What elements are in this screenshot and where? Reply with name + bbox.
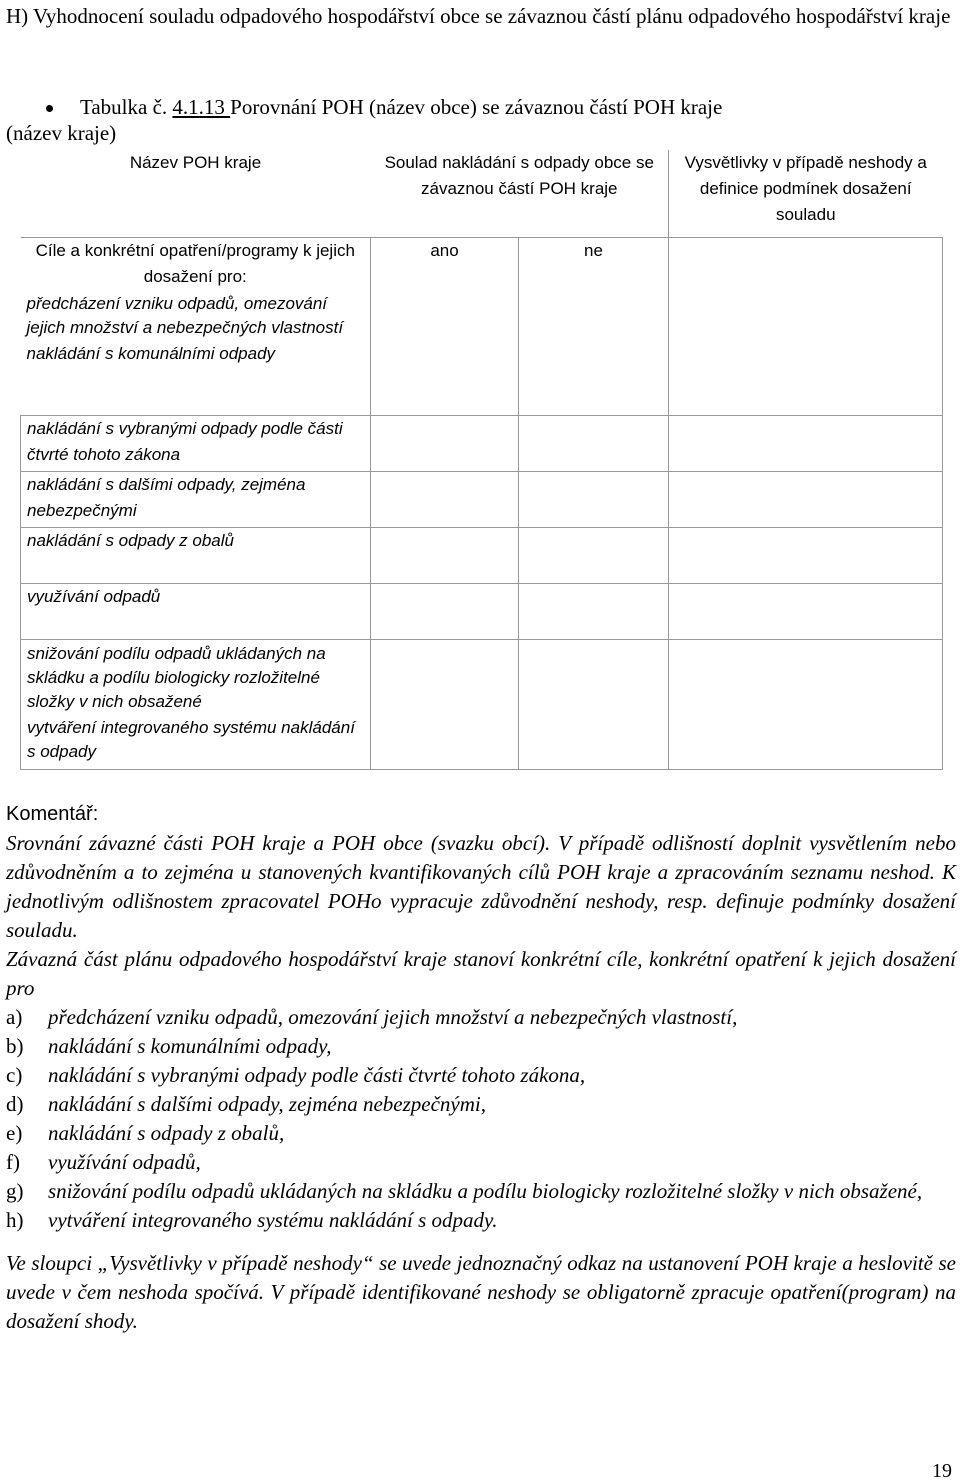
goals-cell <box>21 237 371 415</box>
table-caption <box>6 94 956 146</box>
list-item <box>6 1206 956 1235</box>
list-item-text: nakládání s dalšími odpady, zejména nebezpečnými, <box>48 1092 487 1116</box>
comment-closing: Ve sloupci „Vysvětlivky v případě neshody“ se uvede jednoznačný odkaz na ustanovení POH kraje a heslovitě se uvede v čem neshoda spočívá. V případě identifikované neshody se obligatorně zpracuje opatření(program) na dosažení shody. <box>6 1251 956 1333</box>
bullet-icon <box>46 105 53 112</box>
list-item <box>6 1148 956 1177</box>
ano-label: ano <box>430 240 459 260</box>
comment-section <box>6 800 956 1336</box>
header-vysvetlivky: Vysvětlivky v případě neshody a definice podmínek dosažení souladu <box>669 150 943 237</box>
list-item-label: g) <box>6 1179 24 1203</box>
ne-cell <box>519 583 669 639</box>
list-item-text: nakládání s vybranými odpady podle části čtvrté tohoto zákona, <box>48 1063 586 1087</box>
caption-rest: Porovnání POH (název obce) se závaznou částí POH kraje <box>230 95 723 119</box>
ne-cell <box>519 415 669 471</box>
list-item <box>6 1003 956 1032</box>
header-poh-kraje: Název POH kraje <box>129 153 262 172</box>
list-item-text: předcházení vzniku odpadů, omezování jejich množství a nebezpečných vlastností, <box>48 1005 738 1029</box>
table-row-label: předcházení vzniku odpadů, omezování jejich množství a nebezpečných vlastností <box>26 293 344 337</box>
explanation-cell <box>669 527 943 583</box>
header-soulad: Soulad nakládání s odpady obce se závaznou částí POH kraje <box>371 150 669 237</box>
list-item-label: c) <box>6 1063 23 1087</box>
list-item <box>6 1090 956 1119</box>
ano-cell <box>371 237 519 415</box>
list-item <box>6 1119 956 1148</box>
table-row <box>21 471 371 527</box>
ne-cell <box>519 471 669 527</box>
list-item-label: b) <box>6 1034 24 1058</box>
explanation-cell <box>669 415 943 471</box>
comparison-table <box>20 150 943 770</box>
ne-label: ne <box>584 240 603 260</box>
list-item-text: vytváření integrovaného systému nakládání s odpady. <box>48 1208 498 1232</box>
ne-cell <box>519 237 669 415</box>
list-item <box>6 1061 956 1090</box>
list-item <box>6 1177 956 1206</box>
comment-paragraph-2: Závazná část plánu odpadového hospodářství kraje stanoví konkrétní cíle, konkrétní opatření k jejich dosažení pro <box>6 947 956 1000</box>
table-row-label: snižování podílu odpadů ukládaných na skládku a podílu biologicky rozložitelné složky v nich obsažené <box>27 643 326 711</box>
ano-cell <box>371 527 519 583</box>
list-item-label: h) <box>6 1208 24 1232</box>
ano-cell <box>371 471 519 527</box>
caption-number: 4.1.13 <box>172 95 231 119</box>
list-item-label: e) <box>6 1121 23 1145</box>
caption-line2: (název kraje) <box>6 121 117 145</box>
comment-paragraph-1: Srovnání závazné části POH kraje a POH obce (svazku obcí). V případě odlišností doplnit vysvětlením nebo zdůvodněním a to zejména u stanovených kvantifikovaných cílů POH kraje a zpracováním seznamu neshod. K jednotlivým odlišnostem zpracovatel POHo vypracuje zdůvodnění neshody, resp. definuje podmínky dosažení souladu. <box>6 831 956 942</box>
list-item-text: nakládání s komunálními odpady, <box>48 1034 332 1058</box>
ano-cell <box>371 583 519 639</box>
goals-label: Cíle a konkrétní opatření/programy k jejich dosažení pro: <box>35 240 355 286</box>
list-item-text: snižování podílu odpadů ukládaných na skládku a podílu biologicky rozložitelné složky v nich obsažené, <box>48 1179 923 1203</box>
table-row <box>21 527 371 583</box>
list-item-label: a) <box>6 1005 23 1029</box>
list-item-label: d) <box>6 1092 24 1116</box>
page-number: 19 <box>932 1460 952 1482</box>
table-row-label: vytváření integrovaného systému nakládání s odpady <box>27 717 355 761</box>
comment-title: Komentář: <box>6 803 99 825</box>
explanation-cell <box>669 583 943 639</box>
table-row-label: nakládání s vybranými odpady podle části čtvrté tohoto zákona <box>27 418 343 464</box>
list-item <box>6 1032 956 1061</box>
table-row-label: nakládání s komunálními odpady <box>26 343 276 363</box>
table-row-label: nakládání s odpady z obalů <box>27 530 234 550</box>
list-item-text: nakládání s odpady z obalů, <box>48 1121 285 1145</box>
explanation-cell <box>669 471 943 527</box>
list-item-text: využívání odpadů, <box>48 1150 201 1174</box>
list-item-label: f) <box>6 1150 20 1174</box>
table-row <box>21 415 371 471</box>
caption-prefix: Tabulka č. <box>80 95 173 119</box>
table-row-label: využívání odpadů <box>27 586 161 606</box>
ano-cell <box>371 639 519 769</box>
ne-cell <box>519 527 669 583</box>
ano-cell <box>371 415 519 471</box>
table-row <box>21 583 371 639</box>
explanation-cell <box>669 237 943 415</box>
section-heading: H) Vyhodnocení souladu odpadového hospodářství obce se závaznou částí plánu odpadového hospodářství kraje <box>6 4 951 28</box>
table-row-label: nakládání s dalšími odpady, zejména nebezpečnými <box>27 474 306 520</box>
ne-cell <box>519 639 669 769</box>
explanation-cell <box>669 639 943 769</box>
table-row <box>21 639 371 769</box>
